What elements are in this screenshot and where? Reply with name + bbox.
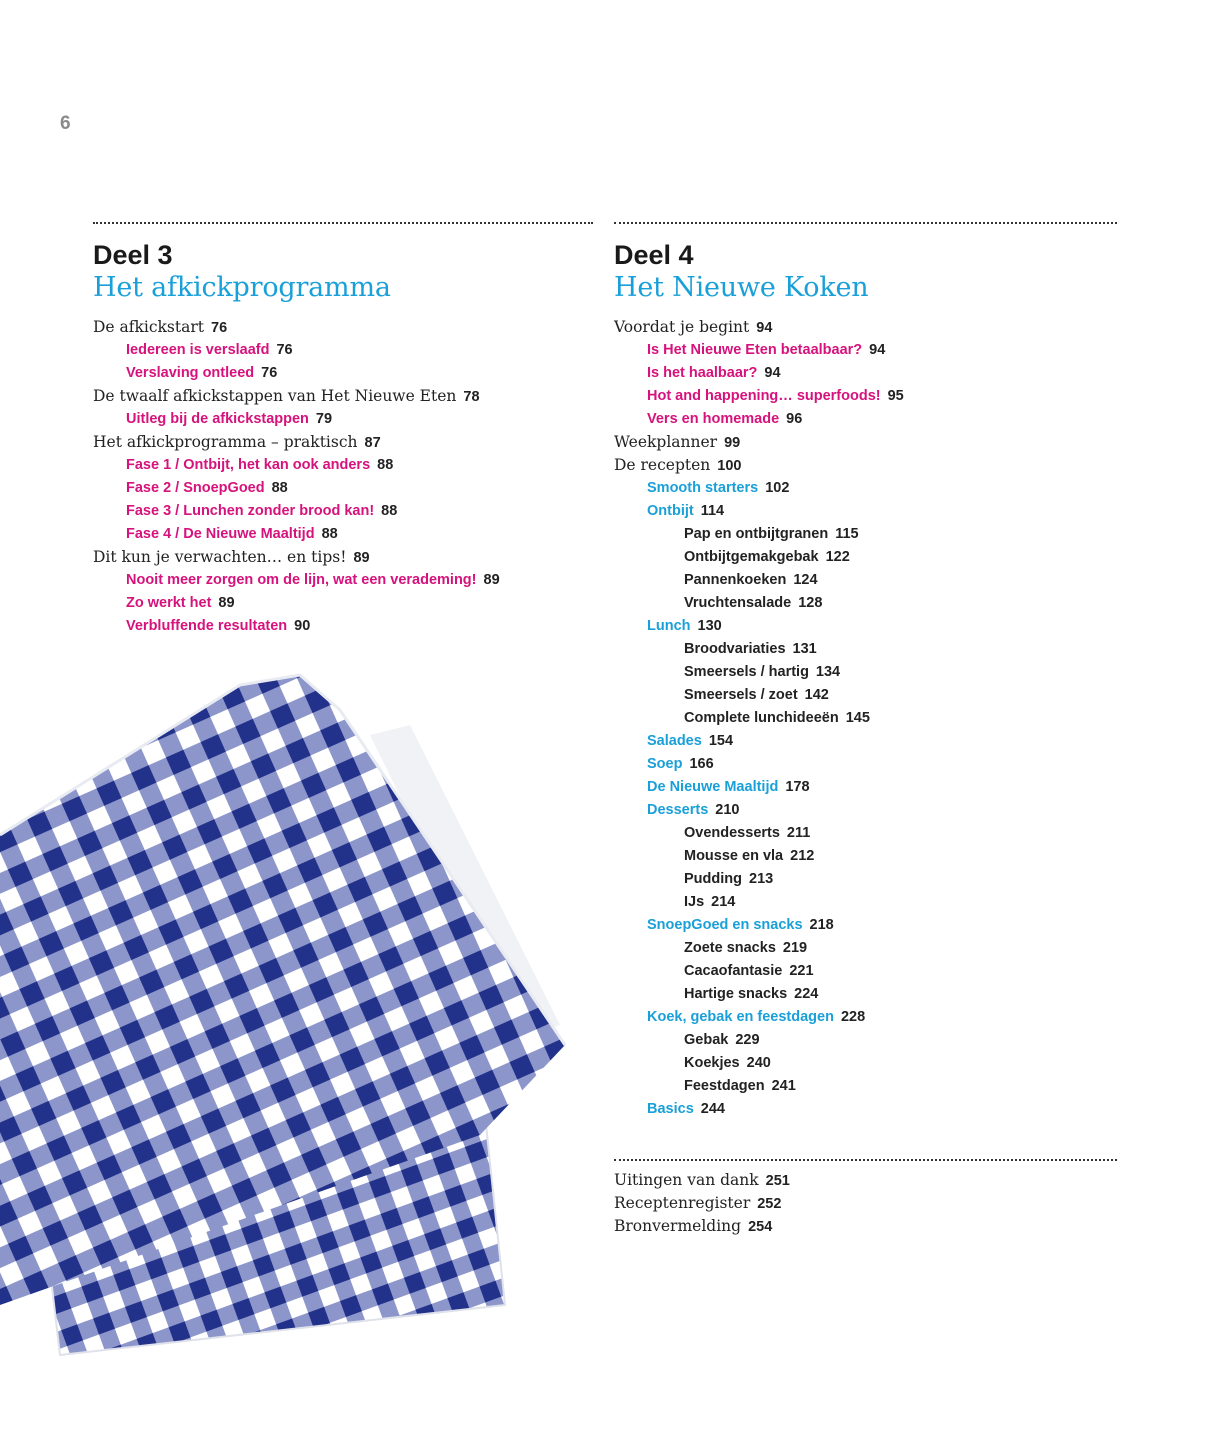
toc-entry-page: 76 bbox=[211, 320, 228, 336]
toc-entry-page: 254 bbox=[748, 1219, 773, 1235]
toc-entry-page: 131 bbox=[792, 641, 817, 657]
toc-entry-title: Gebak bbox=[684, 1032, 729, 1048]
toc-entry bbox=[614, 339, 1117, 362]
toc-entry-title: Broodvariaties bbox=[684, 641, 786, 657]
toc-entry-title: Basics bbox=[647, 1101, 694, 1117]
toc-entry-page: 154 bbox=[708, 733, 734, 749]
toc-entry-title: Feestdagen bbox=[684, 1078, 765, 1094]
toc-entry bbox=[93, 615, 593, 638]
toc-entry bbox=[614, 960, 1117, 983]
toc-entry-title: Smeersels / zoet bbox=[684, 687, 798, 703]
toc-entry bbox=[614, 546, 1117, 569]
toc-entry bbox=[614, 1075, 1117, 1098]
toc-entry bbox=[614, 1052, 1117, 1075]
toc-entry-page: 210 bbox=[715, 802, 740, 818]
toc-entry bbox=[614, 431, 1117, 454]
toc-entry-page: 89 bbox=[483, 572, 500, 588]
toc-entry-title: Smooth starters bbox=[647, 480, 759, 496]
toc-entry-page: 211 bbox=[786, 825, 811, 841]
toc-entry-title: Hot and happening… superfoods! bbox=[647, 388, 881, 404]
toc-entry-title: Zoete snacks bbox=[684, 940, 776, 956]
toc-entry-page: 87 bbox=[364, 435, 381, 451]
toc-entry-title: Dit kun je verwachten… en tips! bbox=[93, 548, 347, 566]
toc-entry-title: Pudding bbox=[684, 871, 742, 887]
toc-entry-title: De recepten bbox=[614, 456, 711, 474]
toc-entry-page: 102 bbox=[765, 480, 790, 496]
toc-entry bbox=[93, 477, 593, 500]
toc-entry-title: SnoepGoed en snacks bbox=[647, 917, 803, 933]
toc-entry-page: 76 bbox=[261, 365, 278, 381]
toc-entry-page: 240 bbox=[746, 1055, 771, 1071]
toc-entry-page: 76 bbox=[276, 342, 293, 358]
toc-entry-title: De afkickstart bbox=[93, 318, 204, 336]
toc-entry bbox=[93, 431, 593, 454]
toc-entry-page: 89 bbox=[353, 550, 370, 566]
toc-entry bbox=[93, 500, 593, 523]
toc-entry bbox=[614, 845, 1117, 868]
toc-entry-page: 115 bbox=[835, 526, 859, 542]
toc-entry bbox=[614, 983, 1117, 1006]
toc-entry-page: 96 bbox=[786, 411, 803, 427]
part-heading: Deel 4 bbox=[614, 240, 694, 270]
toc-entry-page: 88 bbox=[321, 526, 338, 542]
toc-entry bbox=[93, 569, 593, 592]
toc-entry bbox=[614, 684, 1117, 707]
toc-entry bbox=[93, 362, 593, 385]
toc-entry bbox=[614, 477, 1117, 500]
toc-list bbox=[93, 316, 593, 638]
toc-entry-page: 124 bbox=[793, 572, 818, 588]
toc-entry bbox=[614, 1215, 1117, 1238]
toc-entry bbox=[614, 1192, 1117, 1215]
toc-entry bbox=[614, 868, 1117, 891]
toc-entry-page: 142 bbox=[804, 687, 829, 703]
toc-entry-page: 114 bbox=[700, 503, 725, 519]
toc-entry-page: 214 bbox=[711, 894, 736, 910]
toc-entry-page: 99 bbox=[724, 435, 741, 451]
part-title: Het afkickprogramma bbox=[93, 272, 391, 303]
toc-entry-title: Ovendesserts bbox=[684, 825, 780, 841]
toc-entry-title: Pannenkoeken bbox=[684, 572, 787, 588]
toc-entry-title: De Nieuwe Maaltijd bbox=[647, 779, 779, 795]
toc-entry bbox=[614, 822, 1117, 845]
part-title: Het Nieuwe Koken bbox=[614, 272, 869, 303]
toc-entry-page: 221 bbox=[789, 963, 814, 979]
toc-entry bbox=[93, 385, 593, 408]
gingham-cloth-image bbox=[0, 665, 600, 1385]
toc-entry bbox=[614, 707, 1117, 730]
toc-entry-title: Lunch bbox=[647, 618, 691, 634]
toc-entry bbox=[614, 1098, 1117, 1121]
toc-entry bbox=[614, 638, 1117, 661]
toc-entry-page: 241 bbox=[771, 1078, 796, 1094]
toc-entry-title: IJs bbox=[684, 894, 705, 910]
page-number: 6 bbox=[60, 113, 71, 134]
part-heading: Deel 3 bbox=[93, 240, 173, 270]
toc-entry-page: 100 bbox=[717, 458, 742, 474]
toc-entry bbox=[614, 914, 1117, 937]
toc-entry-page: 130 bbox=[697, 618, 722, 634]
toc-entry-title: Hartige snacks bbox=[684, 986, 788, 1002]
toc-entry-page: 218 bbox=[809, 917, 834, 933]
toc-entry bbox=[93, 592, 593, 615]
toc-entry bbox=[614, 615, 1117, 638]
toc-entry-title: Is het haalbaar? bbox=[647, 365, 758, 381]
toc-entry-title: Fase 1 / Ontbijt, het kan ook anders bbox=[126, 457, 371, 473]
toc-entry-page: 128 bbox=[798, 595, 823, 611]
toc-entry bbox=[614, 385, 1117, 408]
toc-entry-title: Fase 2 / SnoepGoed bbox=[126, 480, 265, 496]
toc-entry-title: De twaalf afkickstappen van Het Nieuwe Eten bbox=[93, 387, 457, 405]
toc-entry-title: Uitleg bij de afkickstappen bbox=[126, 411, 309, 427]
toc-entry-page: 88 bbox=[381, 503, 398, 519]
toc-entry-page: 78 bbox=[463, 389, 480, 405]
toc-entry-title: Koekjes bbox=[684, 1055, 740, 1071]
toc-entry-page: 219 bbox=[782, 940, 808, 956]
toc-entry-page: 88 bbox=[377, 457, 394, 473]
toc-entry bbox=[614, 776, 1117, 799]
dotted-divider bbox=[614, 222, 1117, 224]
toc-entry-title: Weekplanner bbox=[614, 433, 718, 451]
toc-entry-title: Pap en ontbijtgranen bbox=[684, 526, 829, 542]
toc-entry bbox=[614, 1169, 1117, 1192]
toc-entry-page: 166 bbox=[689, 756, 714, 772]
toc-entry-title: Is Het Nieuwe Eten betaalbaar? bbox=[647, 342, 863, 358]
toc-entry bbox=[93, 408, 593, 431]
toc-entry-page: 229 bbox=[735, 1032, 760, 1048]
toc-entry bbox=[93, 546, 593, 569]
toc-entry bbox=[614, 1006, 1117, 1029]
toc-entry-title: Iedereen is verslaafd bbox=[126, 342, 270, 358]
toc-entry bbox=[614, 362, 1117, 385]
toc-entry-title: Ontbijt bbox=[647, 503, 694, 519]
toc-entry-title: Fase 4 / De Nieuwe Maaltijd bbox=[126, 526, 315, 542]
toc-entry bbox=[614, 937, 1117, 960]
toc-entry-page: 212 bbox=[790, 848, 815, 864]
toc-entry-title: Salades bbox=[647, 733, 702, 749]
toc-entry-page: 251 bbox=[765, 1173, 790, 1189]
toc-entry-title: Mousse en vla bbox=[684, 848, 784, 864]
toc-list bbox=[614, 1169, 1117, 1238]
toc-entry bbox=[93, 339, 593, 362]
toc-entry-page: 224 bbox=[794, 986, 819, 1002]
toc-entry-page: 134 bbox=[815, 664, 841, 680]
toc-entry-page: 90 bbox=[294, 618, 311, 634]
toc-entry-page: 79 bbox=[315, 411, 333, 427]
toc-entry-title: Verbluffende resultaten bbox=[126, 618, 288, 634]
toc-entry-title: Smeersels / hartig bbox=[684, 664, 809, 680]
toc-entry bbox=[614, 569, 1117, 592]
toc-entry bbox=[614, 592, 1117, 615]
toc-entry-title: Vruchtensalade bbox=[684, 595, 792, 611]
toc-entry-title: Verslaving ontleed bbox=[126, 365, 255, 381]
toc-entry bbox=[614, 753, 1117, 776]
toc-entry bbox=[93, 523, 593, 546]
toc-entry-page: 94 bbox=[756, 320, 773, 336]
toc-entry-page: 244 bbox=[700, 1101, 725, 1117]
toc-entry-page: 89 bbox=[218, 595, 235, 611]
dotted-divider bbox=[614, 1159, 1117, 1161]
toc-entry bbox=[614, 891, 1117, 914]
toc-entry-title: Het afkickprogramma – praktisch bbox=[93, 433, 358, 451]
toc-entry-title: Ontbijtgemakgebak bbox=[684, 549, 819, 565]
toc-entry-title: Soep bbox=[647, 756, 683, 772]
toc-entry bbox=[614, 523, 1117, 546]
toc-entry-title: Uitingen van dank bbox=[614, 1171, 759, 1189]
toc-list bbox=[614, 316, 1117, 1121]
toc-column-deel-4 bbox=[614, 222, 1117, 1238]
toc-entry bbox=[93, 316, 593, 339]
toc-entry-title: Cacaofantasie bbox=[684, 963, 783, 979]
toc-entry-title: Zo werkt het bbox=[126, 595, 212, 611]
toc-entry-page: 178 bbox=[785, 779, 810, 795]
toc-entry bbox=[614, 316, 1117, 339]
toc-entry-title: Koek, gebak en feestdagen bbox=[647, 1009, 834, 1025]
toc-entry-page: 94 bbox=[764, 365, 781, 381]
toc-entry bbox=[614, 408, 1117, 431]
toc-entry-page: 122 bbox=[825, 549, 850, 565]
toc-entry-title: Bronvermelding bbox=[614, 1217, 742, 1235]
toc-entry-page: 95 bbox=[887, 388, 904, 404]
toc-entry-title: Nooit meer zorgen om de lijn, wat een verademing! bbox=[126, 572, 477, 588]
toc-entry-title: Vers en homemade bbox=[647, 411, 780, 427]
toc-entry-title: Voordat je begint bbox=[614, 318, 750, 336]
toc-entry-page: 94 bbox=[869, 342, 886, 358]
toc-entry-page: 145 bbox=[845, 710, 870, 726]
toc-appendix bbox=[614, 1159, 1117, 1238]
toc-entry-page: 252 bbox=[757, 1196, 782, 1212]
toc-entry-title: Fase 3 / Lunchen zonder brood kan! bbox=[126, 503, 375, 519]
toc-entry bbox=[614, 454, 1117, 477]
toc-entry-page: 88 bbox=[271, 480, 288, 496]
toc-entry-title: Desserts bbox=[647, 802, 709, 818]
toc-entry bbox=[614, 1029, 1117, 1052]
toc-entry bbox=[614, 500, 1117, 523]
toc-entry bbox=[614, 730, 1117, 753]
toc-entry-page: 213 bbox=[749, 871, 774, 887]
toc-column-deel-3 bbox=[93, 222, 593, 638]
toc-entry bbox=[614, 799, 1117, 822]
toc-entry-page: 228 bbox=[840, 1009, 866, 1025]
dotted-divider bbox=[93, 222, 593, 224]
toc-entry bbox=[614, 661, 1117, 684]
toc-entry bbox=[93, 454, 593, 477]
toc-entry-title: Receptenregister bbox=[614, 1194, 751, 1212]
toc-entry-title: Complete lunchideeën bbox=[684, 710, 839, 726]
